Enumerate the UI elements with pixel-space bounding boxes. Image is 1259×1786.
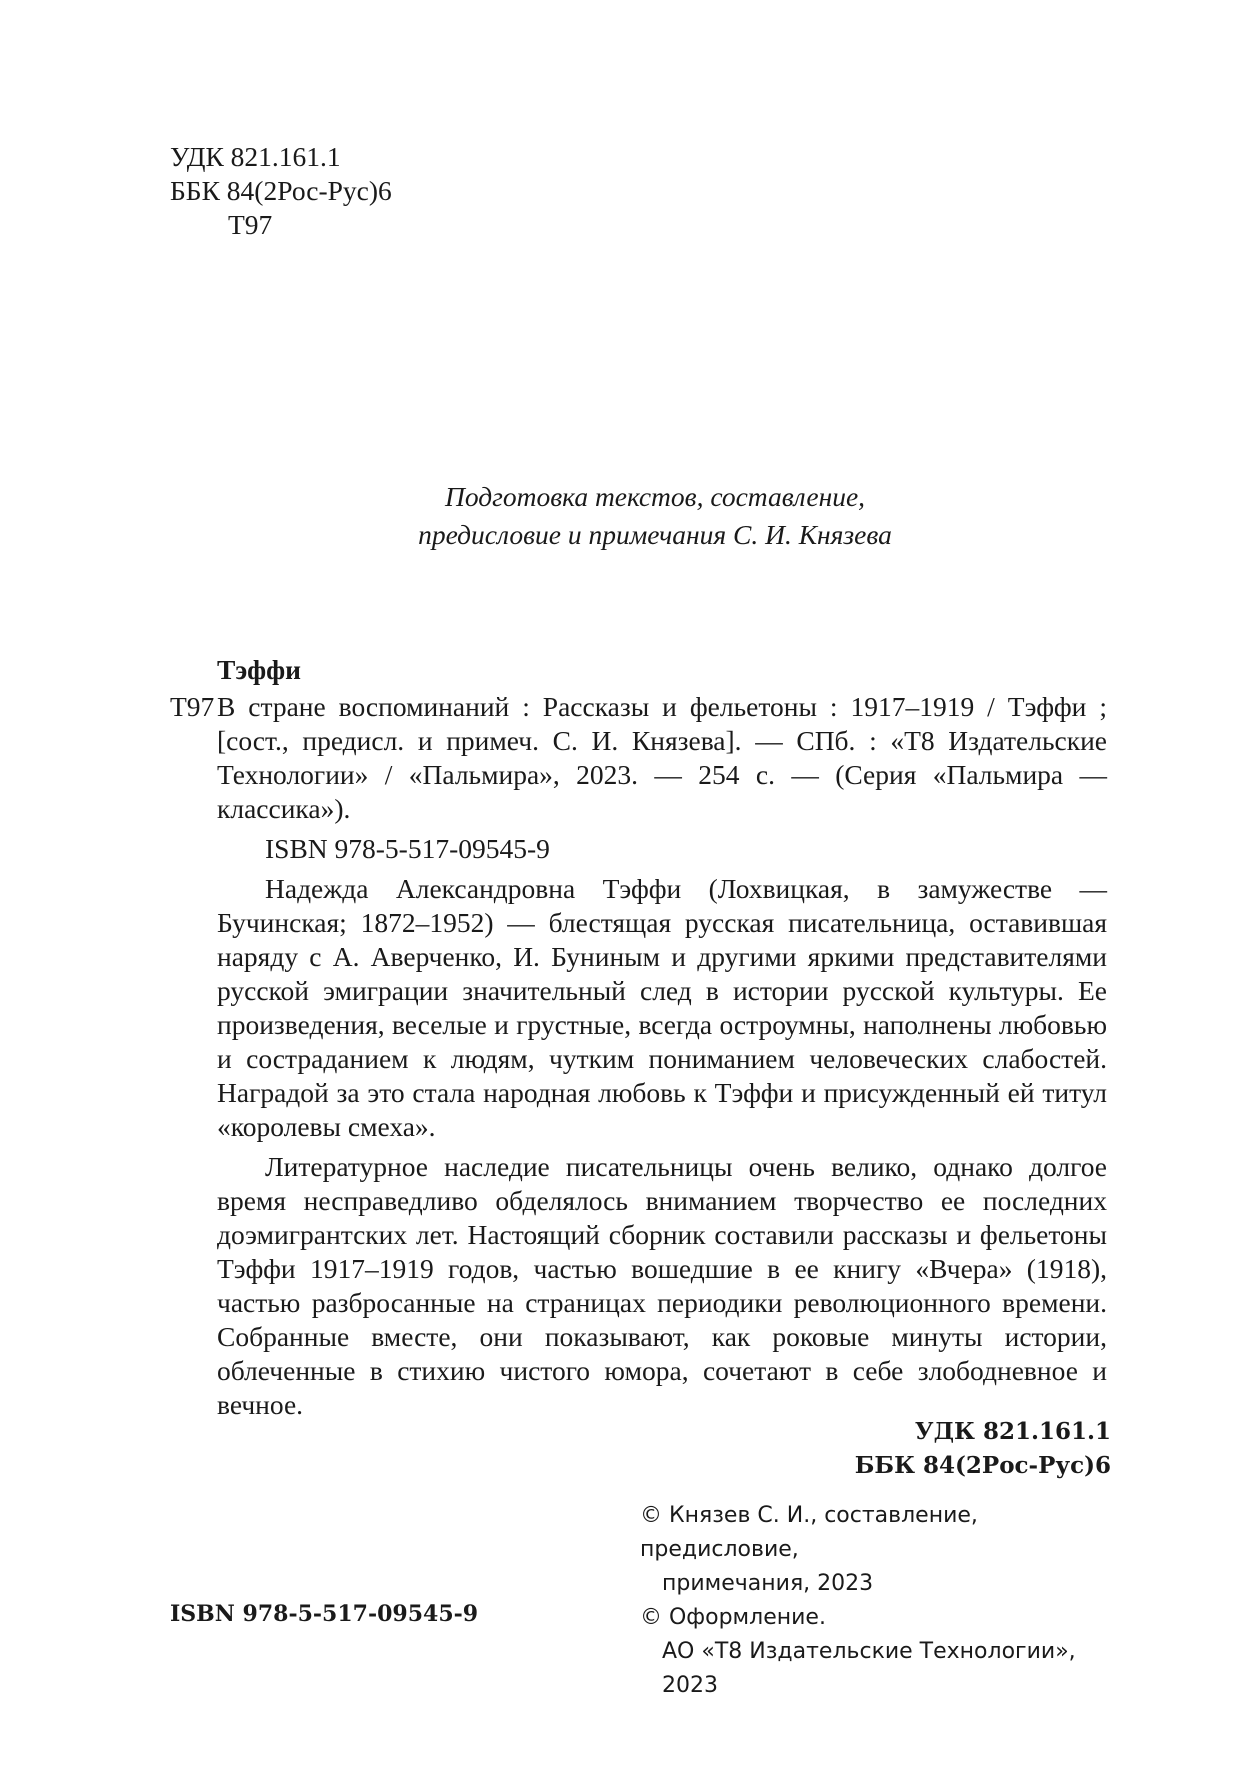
bibliographic-description: В стране воспоминаний : Рассказы и фельетоны : 1917–1919 / Тэффи ; [сост., предисл. и примеч. С. И. Князева]. — СПб. : «Т8 Издательские Технологии» / «Пальмира», 2023. — 254 с. — (Серия «Пальмира — классика»).: [217, 691, 1107, 824]
copyright-line-1: © Князев С. И., составление, предисловие,: [640, 1503, 978, 1562]
bottom-bbk-code: ББК 84(2Рос-Рус)6: [854, 1452, 1111, 1479]
bottom-udk-code: УДК 821.161.1: [914, 1418, 1111, 1445]
copyright-line-3: © Оформление.: [640, 1605, 826, 1630]
credits-line-1: Подготовка текстов, составление,: [444, 481, 866, 512]
annotation-paragraph-2: Литературное наследие писательницы очень велико, однако долгое время несправедливо обделялось вниманием творчество ее последних доэмигрантских лет. Настоящий сборник составили рассказы и фельетоны Тэффи 1917–1919 годов, частью вошедшие в ее книгу «Вчера» (1918), частью разбросанные на страницах периодики революционного времени. Собранные вместе, они показывают, как роковые минуты истории, облеченные в стихию чистого юмора, сочетают в себе злободневное и вечное.: [217, 1151, 1107, 1420]
top-classification: [170, 140, 392, 242]
author-sign: Т97: [228, 209, 273, 240]
copyright-line-2: примечания, 2023: [662, 1571, 874, 1596]
copyright-block: [640, 1499, 1120, 1703]
catalog-author: Тэффи: [217, 654, 301, 685]
credits-line-2: предисловие и примечания С. И. Князева: [418, 519, 892, 550]
credits: [330, 478, 980, 554]
copyright-line-4: АО «Т8 Издательские Технологии», 2023: [662, 1639, 1076, 1698]
annotation-paragraph-1: Надежда Александровна Тэффи (Лохвицкая, в замужестве — Бучинская; 1872–1952) — блестящая русская писательница, оставившая наряду с А. Аверченко, И. Буниным и другими яркими представителями русской эмиграции значительный след в истории русской культуры. Ее произведения, веселые и грустные, всегда остроумны, наполнены любовью и состраданием к людям, чутким пониманием человеческих слабостей. Наградой за это стала народная любовь к Тэффи и присужденный ей титул «королевы смеха».: [217, 873, 1107, 1142]
catalog-isbn: ISBN 978-5-517-09545-9: [265, 833, 550, 864]
catalog-author-sign: Т97: [170, 691, 215, 722]
udk-code: УДК 821.161.1: [170, 141, 341, 172]
bbk-code: ББК 84(2Рос-Рус)6: [170, 175, 392, 206]
catalog-card: [217, 690, 1107, 1422]
bottom-classification: [855, 1415, 1111, 1483]
isbn-bottom: ISBN 978-5-517-09545-9: [170, 1601, 479, 1627]
